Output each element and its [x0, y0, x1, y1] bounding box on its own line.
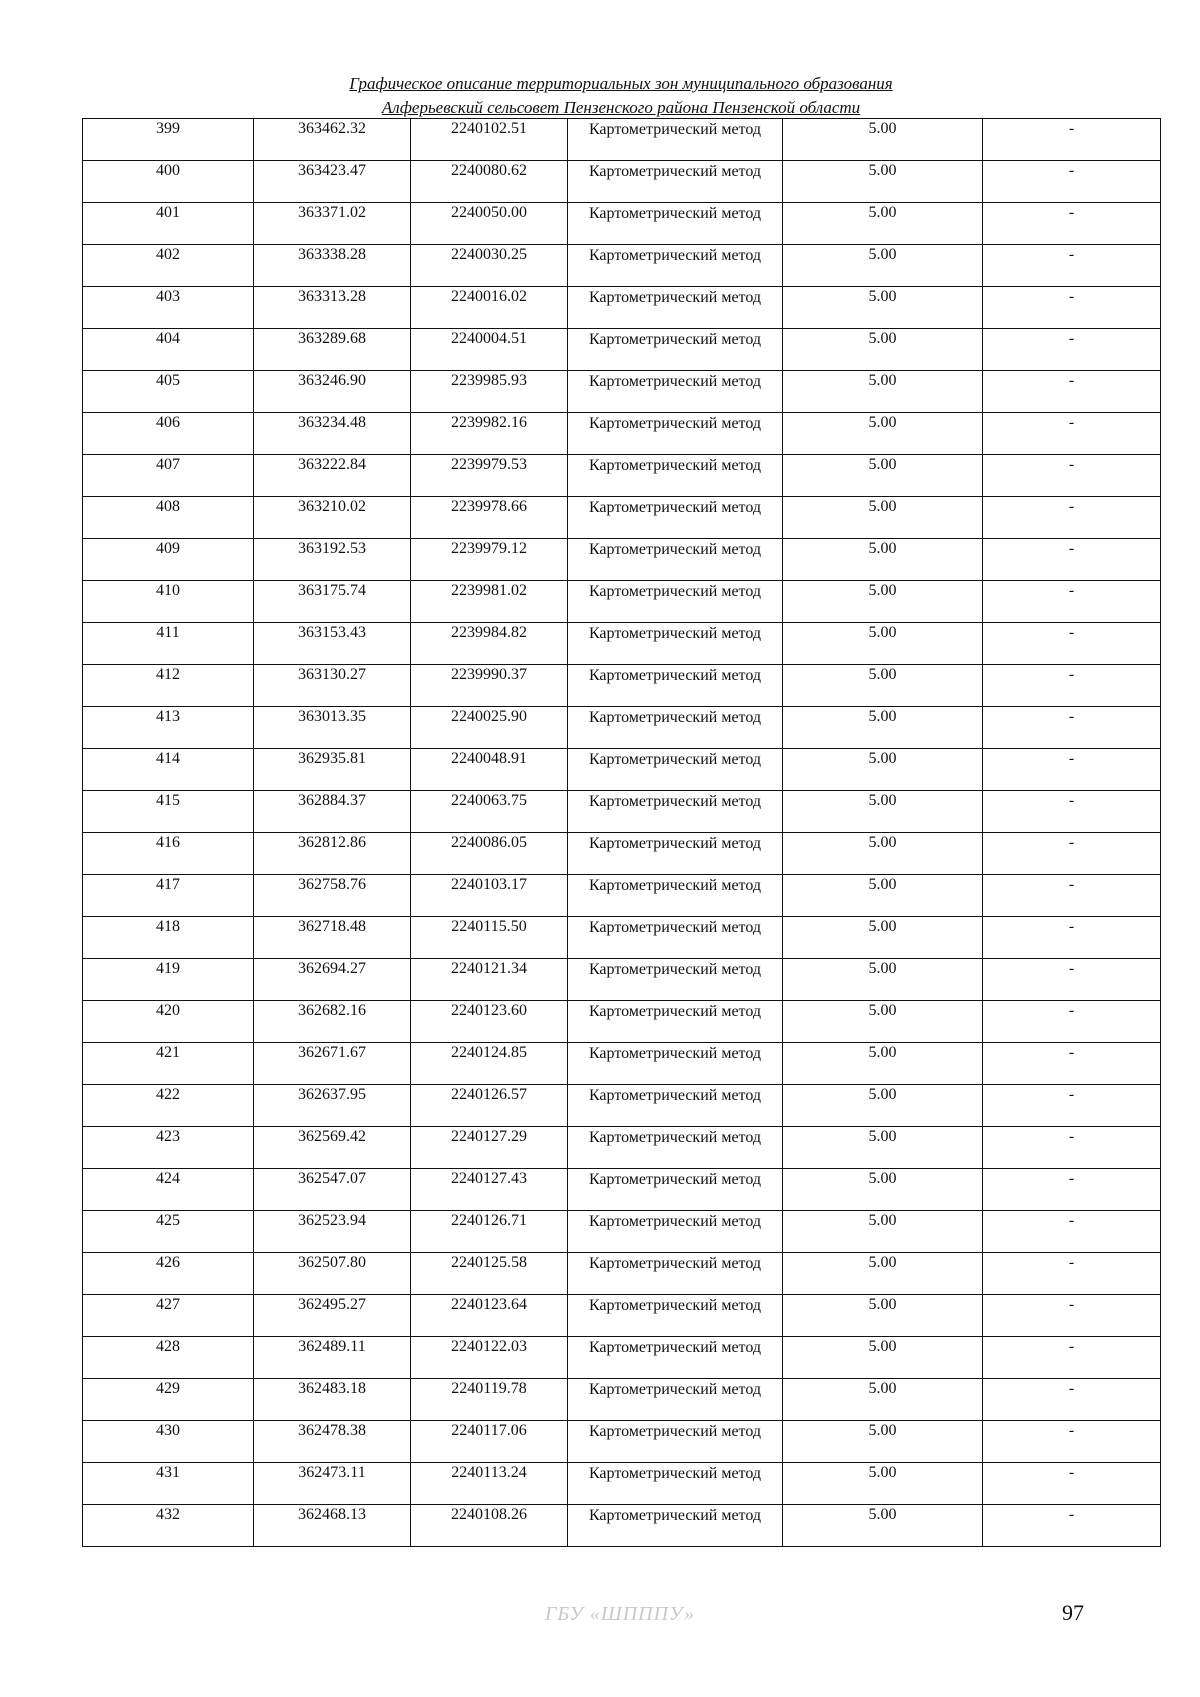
table-row [83, 1211, 1161, 1253]
x-coordinate-cell: 363462.32 [254, 119, 411, 161]
note-cell: - [983, 1211, 1161, 1253]
accuracy-cell: 5.00 [783, 875, 983, 917]
method-cell: Картометрический метод [568, 455, 783, 497]
y-coordinate-cell: 2239981.02 [411, 581, 568, 623]
note-cell: - [983, 1253, 1161, 1295]
method-cell: Картометрический метод [568, 497, 783, 539]
x-coordinate-cell: 363130.27 [254, 665, 411, 707]
x-coordinate-cell: 363371.02 [254, 203, 411, 245]
table-row [83, 1463, 1161, 1505]
y-coordinate-cell: 2239984.82 [411, 623, 568, 665]
method-cell: Картометрический метод [568, 1421, 783, 1463]
point-number-cell: 428 [83, 1337, 254, 1379]
point-number-cell: 416 [83, 833, 254, 875]
note-cell: - [983, 1379, 1161, 1421]
accuracy-cell: 5.00 [783, 1295, 983, 1337]
point-number-cell: 421 [83, 1043, 254, 1085]
y-coordinate-cell: 2240016.02 [411, 287, 568, 329]
method-cell: Картометрический метод [568, 413, 783, 455]
x-coordinate-cell: 363289.68 [254, 329, 411, 371]
x-coordinate-cell: 362547.07 [254, 1169, 411, 1211]
accuracy-cell: 5.00 [783, 1169, 983, 1211]
method-cell: Картометрический метод [568, 371, 783, 413]
method-cell: Картометрический метод [568, 539, 783, 581]
point-number-cell: 431 [83, 1463, 254, 1505]
y-coordinate-cell: 2240121.34 [411, 959, 568, 1001]
y-coordinate-cell: 2239985.93 [411, 371, 568, 413]
accuracy-cell: 5.00 [783, 245, 983, 287]
note-cell: - [983, 539, 1161, 581]
point-number-cell: 400 [83, 161, 254, 203]
x-coordinate-cell: 362682.16 [254, 1001, 411, 1043]
x-coordinate-cell: 362637.95 [254, 1085, 411, 1127]
table-row [83, 1169, 1161, 1211]
point-number-cell: 413 [83, 707, 254, 749]
x-coordinate-cell: 362758.76 [254, 875, 411, 917]
y-coordinate-cell: 2240123.60 [411, 1001, 568, 1043]
accuracy-cell: 5.00 [783, 371, 983, 413]
y-coordinate-cell: 2240115.50 [411, 917, 568, 959]
x-coordinate-cell: 363013.35 [254, 707, 411, 749]
point-number-cell: 423 [83, 1127, 254, 1169]
x-coordinate-cell: 362507.80 [254, 1253, 411, 1295]
table-row [83, 203, 1161, 245]
table-row [83, 1337, 1161, 1379]
note-cell: - [983, 1421, 1161, 1463]
table-row [83, 665, 1161, 707]
x-coordinate-cell: 363338.28 [254, 245, 411, 287]
point-number-cell: 410 [83, 581, 254, 623]
method-cell: Картометрический метод [568, 665, 783, 707]
point-number-cell: 403 [83, 287, 254, 329]
point-number-cell: 415 [83, 791, 254, 833]
note-cell: - [983, 119, 1161, 161]
point-number-cell: 411 [83, 623, 254, 665]
method-cell: Картометрический метод [568, 917, 783, 959]
note-cell: - [983, 1001, 1161, 1043]
table-row [83, 917, 1161, 959]
accuracy-cell: 5.00 [783, 707, 983, 749]
table-row [83, 959, 1161, 1001]
y-coordinate-cell: 2239979.53 [411, 455, 568, 497]
table-row [83, 1421, 1161, 1463]
accuracy-cell: 5.00 [783, 455, 983, 497]
method-cell: Картометрический метод [568, 1085, 783, 1127]
point-number-cell: 430 [83, 1421, 254, 1463]
table-row [83, 1505, 1161, 1547]
y-coordinate-cell: 2240122.03 [411, 1337, 568, 1379]
table-row [83, 1253, 1161, 1295]
y-coordinate-cell: 2240117.06 [411, 1421, 568, 1463]
y-coordinate-cell: 2240086.05 [411, 833, 568, 875]
y-coordinate-cell: 2239979.12 [411, 539, 568, 581]
point-number-cell: 405 [83, 371, 254, 413]
table-row [83, 875, 1161, 917]
note-cell: - [983, 623, 1161, 665]
point-number-cell: 429 [83, 1379, 254, 1421]
note-cell: - [983, 1337, 1161, 1379]
table-row [83, 1085, 1161, 1127]
point-number-cell: 414 [83, 749, 254, 791]
y-coordinate-cell: 2239978.66 [411, 497, 568, 539]
point-number-cell: 404 [83, 329, 254, 371]
method-cell: Картометрический метод [568, 959, 783, 1001]
point-number-cell: 424 [83, 1169, 254, 1211]
accuracy-cell: 5.00 [783, 791, 983, 833]
method-cell: Картометрический метод [568, 875, 783, 917]
table-row [83, 1043, 1161, 1085]
note-cell: - [983, 455, 1161, 497]
accuracy-cell: 5.00 [783, 329, 983, 371]
note-cell: - [983, 203, 1161, 245]
note-cell: - [983, 1043, 1161, 1085]
table-row [83, 791, 1161, 833]
accuracy-cell: 5.00 [783, 623, 983, 665]
x-coordinate-cell: 363175.74 [254, 581, 411, 623]
y-coordinate-cell: 2240050.00 [411, 203, 568, 245]
method-cell: Картометрический метод [568, 1001, 783, 1043]
y-coordinate-cell: 2240119.78 [411, 1379, 568, 1421]
accuracy-cell: 5.00 [783, 497, 983, 539]
table-row [83, 287, 1161, 329]
y-coordinate-cell: 2240126.71 [411, 1211, 568, 1253]
x-coordinate-cell: 363192.53 [254, 539, 411, 581]
y-coordinate-cell: 2240127.43 [411, 1169, 568, 1211]
x-coordinate-cell: 363153.43 [254, 623, 411, 665]
point-number-cell: 426 [83, 1253, 254, 1295]
note-cell: - [983, 287, 1161, 329]
table-row [83, 161, 1161, 203]
table-row [83, 1001, 1161, 1043]
point-number-cell: 407 [83, 455, 254, 497]
table-row [83, 833, 1161, 875]
note-cell: - [983, 1127, 1161, 1169]
accuracy-cell: 5.00 [783, 161, 983, 203]
method-cell: Картометрический метод [568, 1295, 783, 1337]
method-cell: Картометрический метод [568, 791, 783, 833]
note-cell: - [983, 413, 1161, 455]
accuracy-cell: 5.00 [783, 959, 983, 1001]
note-cell: - [983, 1085, 1161, 1127]
method-cell: Картометрический метод [568, 1211, 783, 1253]
method-cell: Картометрический метод [568, 833, 783, 875]
method-cell: Картометрический метод [568, 1463, 783, 1505]
y-coordinate-cell: 2239982.16 [411, 413, 568, 455]
note-cell: - [983, 1463, 1161, 1505]
header-line-1: Графическое описание территориальных зон муниципального образования [349, 74, 893, 93]
y-coordinate-cell: 2239990.37 [411, 665, 568, 707]
accuracy-cell: 5.00 [783, 1379, 983, 1421]
x-coordinate-cell: 362473.11 [254, 1463, 411, 1505]
note-cell: - [983, 1295, 1161, 1337]
point-number-cell: 401 [83, 203, 254, 245]
y-coordinate-cell: 2240030.25 [411, 245, 568, 287]
x-coordinate-cell: 363313.28 [254, 287, 411, 329]
note-cell: - [983, 833, 1161, 875]
method-cell: Картометрический метод [568, 1253, 783, 1295]
method-cell: Картометрический метод [568, 1505, 783, 1547]
method-cell: Картометрический метод [568, 1127, 783, 1169]
point-number-cell: 399 [83, 119, 254, 161]
note-cell: - [983, 875, 1161, 917]
method-cell: Картометрический метод [568, 329, 783, 371]
table-row [83, 371, 1161, 413]
page-number: 97 [1062, 1600, 1084, 1625]
accuracy-cell: 5.00 [783, 413, 983, 455]
accuracy-cell: 5.00 [783, 917, 983, 959]
coordinates-table [82, 118, 1161, 1547]
table-row [83, 581, 1161, 623]
note-cell: - [983, 959, 1161, 1001]
x-coordinate-cell: 362718.48 [254, 917, 411, 959]
point-number-cell: 419 [83, 959, 254, 1001]
x-coordinate-cell: 363234.48 [254, 413, 411, 455]
point-number-cell: 402 [83, 245, 254, 287]
note-cell: - [983, 581, 1161, 623]
x-coordinate-cell: 362694.27 [254, 959, 411, 1001]
x-coordinate-cell: 362569.42 [254, 1127, 411, 1169]
note-cell: - [983, 707, 1161, 749]
method-cell: Картометрический метод [568, 1169, 783, 1211]
point-number-cell: 417 [83, 875, 254, 917]
point-number-cell: 432 [83, 1505, 254, 1547]
x-coordinate-cell: 363210.02 [254, 497, 411, 539]
note-cell: - [983, 1505, 1161, 1547]
point-number-cell: 422 [83, 1085, 254, 1127]
table-row [83, 539, 1161, 581]
point-number-cell: 409 [83, 539, 254, 581]
table-row [83, 413, 1161, 455]
accuracy-cell: 5.00 [783, 1043, 983, 1085]
accuracy-cell: 5.00 [783, 119, 983, 161]
x-coordinate-cell: 362468.13 [254, 1505, 411, 1547]
y-coordinate-cell: 2240103.17 [411, 875, 568, 917]
accuracy-cell: 5.00 [783, 1505, 983, 1547]
coordinates-table-body [83, 119, 1161, 1547]
method-cell: Картометрический метод [568, 707, 783, 749]
y-coordinate-cell: 2240125.58 [411, 1253, 568, 1295]
x-coordinate-cell: 362483.18 [254, 1379, 411, 1421]
footer-organization: ГБУ «ШПППУ» [545, 1603, 695, 1625]
table-row [83, 1295, 1161, 1337]
y-coordinate-cell: 2240080.62 [411, 161, 568, 203]
accuracy-cell: 5.00 [783, 539, 983, 581]
table-row [83, 329, 1161, 371]
note-cell: - [983, 665, 1161, 707]
method-cell: Картометрический метод [568, 245, 783, 287]
note-cell: - [983, 161, 1161, 203]
x-coordinate-cell: 362884.37 [254, 791, 411, 833]
accuracy-cell: 5.00 [783, 1463, 983, 1505]
accuracy-cell: 5.00 [783, 1085, 983, 1127]
table-row [83, 245, 1161, 287]
accuracy-cell: 5.00 [783, 203, 983, 245]
header-line-2: Алферьевский сельсовет Пензенского района Пензенской области [381, 98, 861, 117]
point-number-cell: 406 [83, 413, 254, 455]
table-row [83, 749, 1161, 791]
point-number-cell: 408 [83, 497, 254, 539]
point-number-cell: 425 [83, 1211, 254, 1253]
note-cell: - [983, 371, 1161, 413]
accuracy-cell: 5.00 [783, 749, 983, 791]
method-cell: Картометрический метод [568, 287, 783, 329]
note-cell: - [983, 329, 1161, 371]
accuracy-cell: 5.00 [783, 1421, 983, 1463]
x-coordinate-cell: 362935.81 [254, 749, 411, 791]
y-coordinate-cell: 2240004.51 [411, 329, 568, 371]
x-coordinate-cell: 363246.90 [254, 371, 411, 413]
y-coordinate-cell: 2240108.26 [411, 1505, 568, 1547]
document-header [82, 72, 1160, 120]
note-cell: - [983, 791, 1161, 833]
point-number-cell: 418 [83, 917, 254, 959]
x-coordinate-cell: 362489.11 [254, 1337, 411, 1379]
point-number-cell: 420 [83, 1001, 254, 1043]
x-coordinate-cell: 362812.86 [254, 833, 411, 875]
method-cell: Картометрический метод [568, 1379, 783, 1421]
method-cell: Картометрический метод [568, 1337, 783, 1379]
method-cell: Картометрический метод [568, 581, 783, 623]
table-row [83, 623, 1161, 665]
accuracy-cell: 5.00 [783, 1211, 983, 1253]
accuracy-cell: 5.00 [783, 1001, 983, 1043]
accuracy-cell: 5.00 [783, 581, 983, 623]
table-row [83, 1127, 1161, 1169]
point-number-cell: 412 [83, 665, 254, 707]
accuracy-cell: 5.00 [783, 665, 983, 707]
note-cell: - [983, 917, 1161, 959]
method-cell: Картометрический метод [568, 203, 783, 245]
table-row [83, 707, 1161, 749]
y-coordinate-cell: 2240124.85 [411, 1043, 568, 1085]
accuracy-cell: 5.00 [783, 287, 983, 329]
x-coordinate-cell: 362671.67 [254, 1043, 411, 1085]
table-row [83, 497, 1161, 539]
accuracy-cell: 5.00 [783, 1337, 983, 1379]
accuracy-cell: 5.00 [783, 833, 983, 875]
method-cell: Картометрический метод [568, 119, 783, 161]
x-coordinate-cell: 362478.38 [254, 1421, 411, 1463]
y-coordinate-cell: 2240025.90 [411, 707, 568, 749]
y-coordinate-cell: 2240113.24 [411, 1463, 568, 1505]
y-coordinate-cell: 2240127.29 [411, 1127, 568, 1169]
note-cell: - [983, 749, 1161, 791]
x-coordinate-cell: 362495.27 [254, 1295, 411, 1337]
y-coordinate-cell: 2240048.91 [411, 749, 568, 791]
accuracy-cell: 5.00 [783, 1253, 983, 1295]
table-row [83, 455, 1161, 497]
point-number-cell: 427 [83, 1295, 254, 1337]
method-cell: Картометрический метод [568, 623, 783, 665]
y-coordinate-cell: 2240126.57 [411, 1085, 568, 1127]
y-coordinate-cell: 2240102.51 [411, 119, 568, 161]
method-cell: Картометрический метод [568, 161, 783, 203]
note-cell: - [983, 1169, 1161, 1211]
note-cell: - [983, 245, 1161, 287]
accuracy-cell: 5.00 [783, 1127, 983, 1169]
method-cell: Картометрический метод [568, 1043, 783, 1085]
x-coordinate-cell: 362523.94 [254, 1211, 411, 1253]
note-cell: - [983, 497, 1161, 539]
method-cell: Картометрический метод [568, 749, 783, 791]
y-coordinate-cell: 2240063.75 [411, 791, 568, 833]
table-row [83, 119, 1161, 161]
y-coordinate-cell: 2240123.64 [411, 1295, 568, 1337]
table-row [83, 1379, 1161, 1421]
x-coordinate-cell: 363222.84 [254, 455, 411, 497]
x-coordinate-cell: 363423.47 [254, 161, 411, 203]
